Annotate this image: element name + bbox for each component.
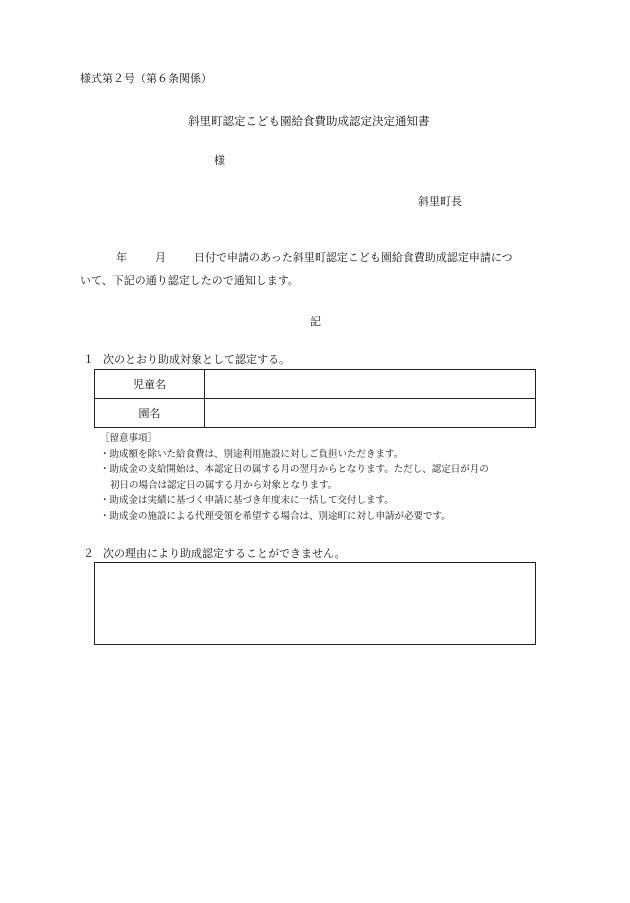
addressee-suffix: 様: [214, 154, 225, 167]
notes-block: [100, 431, 489, 524]
notes-title: ［留意事項］: [100, 433, 158, 444]
body-text-line-2: いて、下記の通り認定したので通知します。: [80, 274, 299, 287]
section-2-number: ２: [83, 547, 94, 560]
note-item: ・助成金の支給開始は、本認定日の属する月の翌月からとなります。ただし、認定日が月の: [100, 464, 489, 475]
table-row: [95, 370, 536, 399]
issuer-name: 斜里町長: [418, 195, 462, 208]
note-item: ・助成額を除いた給食費は、別途利用施設に対しご負担いただきます。: [100, 448, 404, 460]
year-label: 年: [116, 251, 127, 264]
body-text-line-1: [116, 249, 513, 265]
section-2-heading-text: 次の理由により助成認定することができません。: [103, 547, 346, 560]
section-2-heading: [83, 545, 346, 561]
body-text-rest: 日付で申請のあった斜里町認定こども園給食費助成認定申請につ: [194, 251, 513, 264]
note-item-continuation: 初日の場合は認定日の属する月から対象となります。: [110, 479, 338, 491]
school-name-label: 園名: [95, 399, 205, 428]
section-1-number: １: [83, 353, 94, 366]
month-label: 月: [155, 251, 166, 264]
reason-field[interactable]: [94, 562, 536, 645]
target-info-table: [94, 369, 536, 428]
section-1-heading-text: 次のとおり助成対象として認定する。: [103, 353, 290, 366]
table-row: [95, 399, 536, 428]
note-item: ・助成金は実績に基づく申請に基づき年度末に一括して交付します。: [100, 495, 394, 506]
child-name-field[interactable]: [205, 370, 536, 399]
ki-heading: 記: [310, 315, 321, 328]
document-title: 斜里町認定こども園給食費助成認定決定通知書: [188, 114, 430, 128]
note-item: ・助成金の施設による代理受領を希望する場合は、別途町に対し申請が必要です。: [100, 510, 451, 522]
school-name-field[interactable]: [205, 399, 536, 428]
section-1-heading: [83, 351, 290, 367]
form-number: 様式第２号（第６条関係）: [80, 72, 212, 85]
child-name-label: 児童名: [95, 370, 205, 399]
